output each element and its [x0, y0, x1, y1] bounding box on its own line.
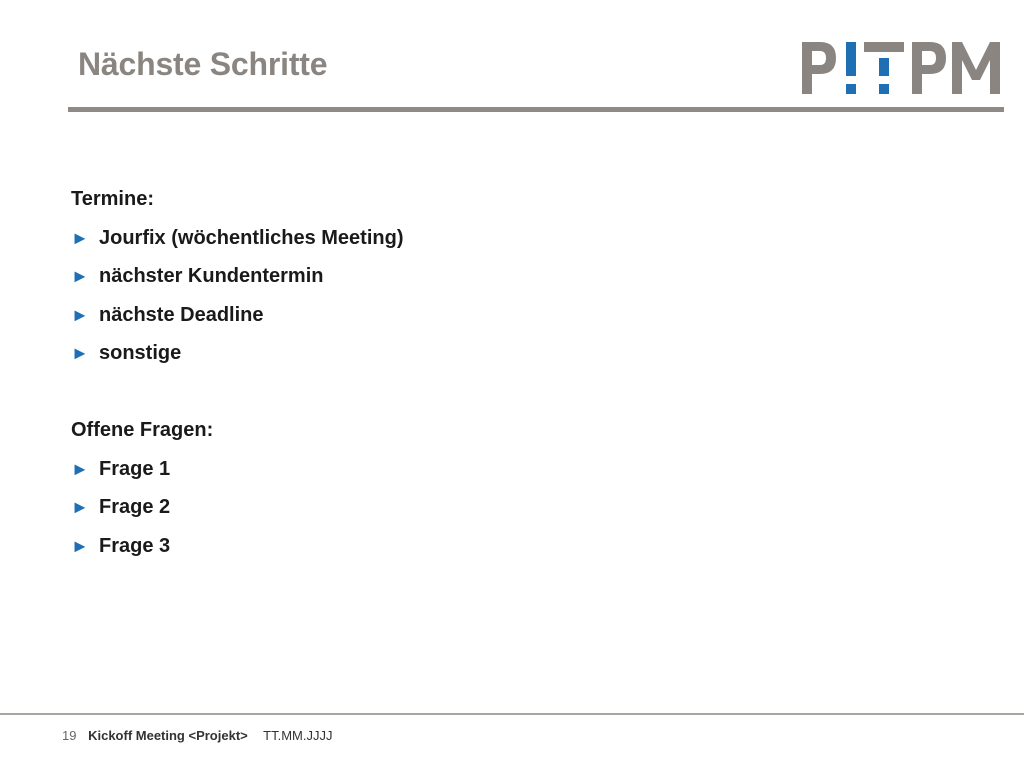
section-heading-offene-fragen: Offene Fragen: [71, 419, 214, 441]
list-item [71, 488, 771, 527]
footer-divider [0, 713, 1024, 715]
section-spacer [71, 373, 771, 412]
section-heading-termine: Termine: [71, 188, 154, 210]
bullet-arrow-icon: ► [71, 497, 89, 517]
list-item-label: Frage 2 [99, 496, 171, 518]
list-item [71, 450, 771, 489]
list-item [71, 527, 771, 566]
bullet-arrow-icon: ► [71, 535, 89, 556]
pitpm-logo [800, 38, 1004, 98]
list-item-label: sonstige [99, 342, 182, 364]
list-item-label: Frage 1 [99, 457, 171, 480]
footer-meeting-title: Kickoff Meeting <Projekt> [88, 728, 248, 743]
list-item-label: nächste Deadline [99, 303, 264, 326]
list-item [71, 257, 771, 296]
page-number: 19 [62, 728, 77, 743]
list-item-label: Frage 3 [99, 534, 171, 557]
slide-title: Nächste Schritte [78, 46, 328, 82]
list-item-label: nächster Kundentermin [99, 265, 324, 287]
list-item [71, 219, 771, 258]
bullet-arrow-icon: ► [71, 458, 89, 479]
title-divider [68, 107, 1004, 112]
bullet-arrow-icon: ► [71, 304, 89, 325]
slide-content [71, 180, 771, 565]
list-item [71, 296, 771, 335]
bullet-arrow-icon: ► [71, 266, 89, 286]
list-item-label: Jourfix (wöchentliches Meeting) [99, 226, 404, 249]
list-item [71, 334, 771, 373]
bullet-arrow-icon: ► [71, 227, 89, 248]
footer-date: TT.MM.JJJJ [263, 728, 333, 743]
slide-footer [62, 728, 332, 743]
bullet-arrow-icon: ► [71, 343, 89, 363]
